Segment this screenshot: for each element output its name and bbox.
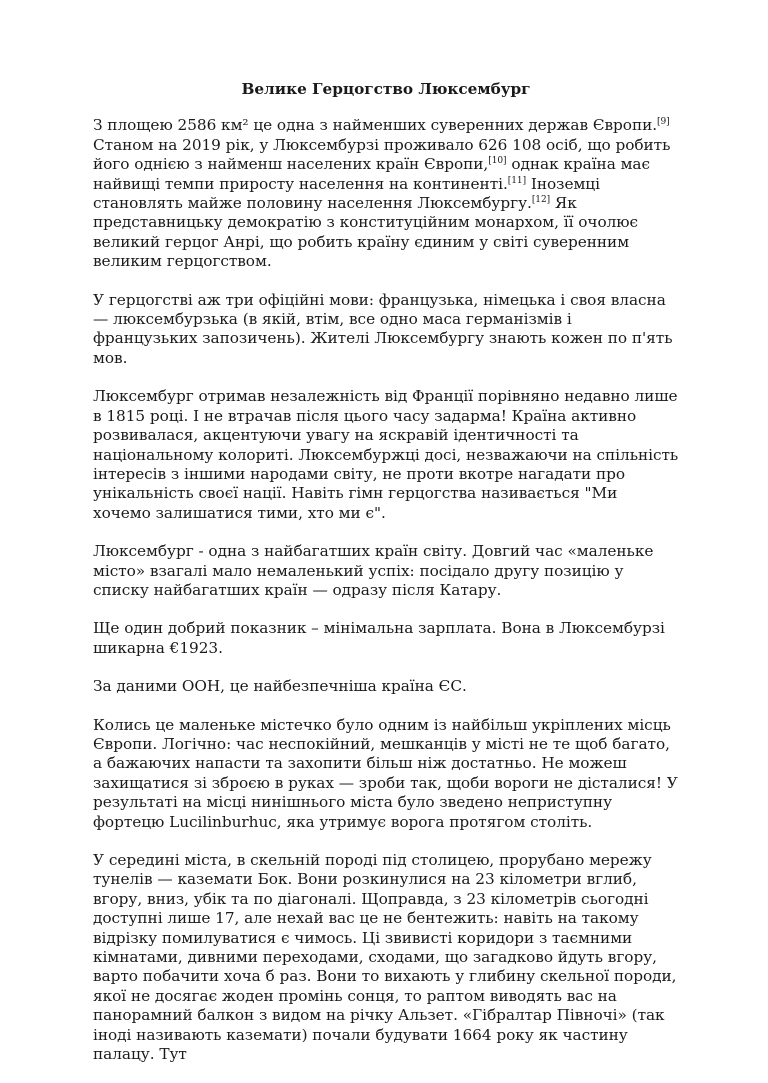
paragraph-1-text-5: Як представницьку демократію з конституційним монархом, її очолює великий герцог Анрі, що робить країну єдиним у світі суверенним великим герцогством. bbox=[93, 194, 639, 271]
paragraph-6: За даними ООН, це найбезпечніша країна ЄС. bbox=[93, 677, 467, 696]
paragraph-8: У середині міста, в скельній породі під столицею, прорубано мережу тунелів — каземати Бок. Вони розкинулися на 23 кілометри вглиб, вгору, вниз, убік та по діагоналі. Щоправда, з 23 кілометрів сьогодні доступні лише 17, але нехай вас це не бентежить: навіть на такому відрізку помилуватися є чимось. Ці звивисті коридори з таємними кімнатами, дивними переходами, сходами, що загадково йдуть вгору, варто побачити хоча б раз. Вони то вихають у глибину скельної породи, якої не досягає жоден промінь сонця, то раптом виводять вас на панорамний балкон з видом на річку Альзет. «Гібралтар Півночі» (так іноді називають каземати) почали будувати 1664 року як частину палацу. Тут bbox=[93, 851, 677, 1064]
paragraph-1-text-1: З площею 2586 км² це одна з найменших суверенних держав Європи. bbox=[93, 116, 658, 135]
paragraph-1-text-4: Іноземці становлять майже половину населення Люксембургу. bbox=[93, 174, 600, 213]
footnote-ref-11[interactable]: [11] bbox=[507, 175, 527, 186]
paragraph-1-text-2: Станом на 2019 рік, у Люксембурзі проживало 626 108 осіб, що робить його однією з найменш населених країн Європи, bbox=[93, 135, 671, 174]
paragraph-1 bbox=[93, 116, 679, 271]
footnote-ref-12[interactable]: [12] bbox=[531, 194, 551, 205]
document-title: Велике Герцогство Люксембург bbox=[241, 80, 531, 98]
paragraph-7: Колись це маленьке містечко було одним із найбільш укріплених місць Європи. Логічно: час неспокійний, мешканців у місті не те щоб багато, а бажаючих напасти та захопити більш ніж достатньо. Не можеш захищатися зі зброєю в руках — зроби так, щоби вороги не дісталися! У результаті на місці нинішнього міста було зведено неприступну фортецю Lucilinburhuc, яка утримує ворога протягом століть. bbox=[93, 715, 678, 831]
footnote-ref-10[interactable]: [10] bbox=[488, 156, 507, 167]
paragraph-4: Люксембург - одна з найбагатших країн світу. Довгий час «маленьке місто» взагалі мало немаленький успіх: посідало другу позицію у списку найбагатших країн — одразу після Катару. bbox=[93, 542, 654, 599]
paragraph-5: Ще один добрий показник – мінімальна зарплата. Вона в Люксембурзі шикарна €1923. bbox=[93, 619, 665, 657]
footnote-ref-9[interactable]: [9] bbox=[657, 117, 670, 128]
paragraph-2: У герцогстві аж три офіційні мови: французька, німецька і своя власна — люксембурзька (в якій, втім, все одно маса германізмів і французьких запозичень). Жителі Люксембургу знають кожен по п'ять мов. bbox=[93, 290, 673, 367]
document-body bbox=[93, 80, 679, 1083]
paragraph-3: Люксембург отримав незалежність від Франції порівняно недавно лише в 1815 році. І не втрачав після цього часу задарма! Країна активно розвивалася, акцентуючи увагу на яскравій ідентичності та національному колориті. Люксембуржці досі, незважаючи на спільність інтересів з іншими народами світу, не проти вкотре нагадати про унікальність своєї нації. Навіть гімн герцогства називається "Ми хочемо залишатися тими, хто ми є". bbox=[93, 387, 679, 522]
paragraph-1-text-3: однак країна має найвищі темпи приросту населення на континенті. bbox=[93, 155, 651, 193]
